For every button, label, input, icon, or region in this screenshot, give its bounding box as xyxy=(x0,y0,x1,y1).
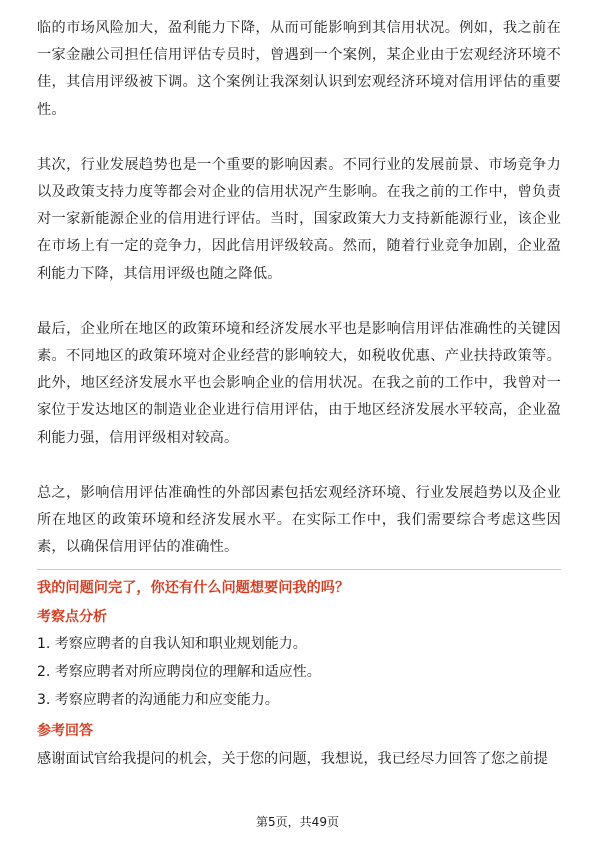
document-content xyxy=(37,15,561,772)
paragraph-spacer xyxy=(37,288,561,316)
section-divider xyxy=(37,569,561,570)
reference-heading: 参考回答 xyxy=(37,723,93,740)
reference-answer-text: 感谢面试官给我提问的机会，关于您的问题，我想说，我已经尽力回答了您之前提 xyxy=(37,751,548,768)
paragraph-macro-economy: 临的市场风险加大，盈利能力下降，从而可能影响到其信用状况。例如，我之前在一家金融公司担任信用评估专员时，曾遇到一个案例，某企业由于宏观经济环境不佳，其信用评级被下调。这个案例让我深刻认识到宏观经济环境对信用评估的重要性。 xyxy=(37,20,561,118)
analysis-heading: 考察点分析 xyxy=(37,609,107,626)
page-number: 第5页，共49页 xyxy=(256,815,339,829)
paragraph-spacer xyxy=(37,452,561,480)
paragraph-summary: 总之，影响信用评估准确性的外部因素包括宏观经济环境、行业发展趋势以及企业所在地区的政策环境和经济发展水平。在实际工作中，我们需要综合考虑这些因素，以确保信用评估的准确性。 xyxy=(37,484,561,556)
paragraph-industry-trend: 其次，行业发展趋势也是一个重要的影响因素。不同行业的发展前景、市场竞争力以及政策支持力度等都会对企业的信用状况产生影响。在我之前的工作中，曾负责对一家新能源企业的信用进行评估。当时，国家政策大力支持新能源行业，该企业在市场上有一定的竞争力，因此信用评级较高。然而，随着行业竞争加剧，企业盈利能力下降，其信用评级也随之降低。 xyxy=(37,156,561,282)
analysis-item: 1. 考察应聘者的自我认知和职业规划能力。 xyxy=(37,636,307,653)
paragraph-regional-policy: 最后，企业所在地区的政策环境和经济发展水平也是影响信用评估准确性的关键因素。不同地区的政策环境对企业经营的影响较大，如税收优惠、产业扶持政策等。此外，地区经济发展水平也会影响企业的信用状况。在我之前的工作中，我曾对一家位于发达地区的制造业企业进行信用评估，由于地区经济发展水平较高，企业盈利能力强，信用评级相对较高。 xyxy=(37,320,561,446)
analysis-item: 2. 考察应聘者对所应聘岗位的理解和适应性。 xyxy=(37,664,321,681)
interview-question: 我的问题问完了，你还有什么问题想要问我的吗？ xyxy=(37,580,350,597)
paragraph-spacer xyxy=(37,124,561,152)
analysis-item: 3. 考察应聘者的沟通能力和应变能力。 xyxy=(37,692,279,709)
